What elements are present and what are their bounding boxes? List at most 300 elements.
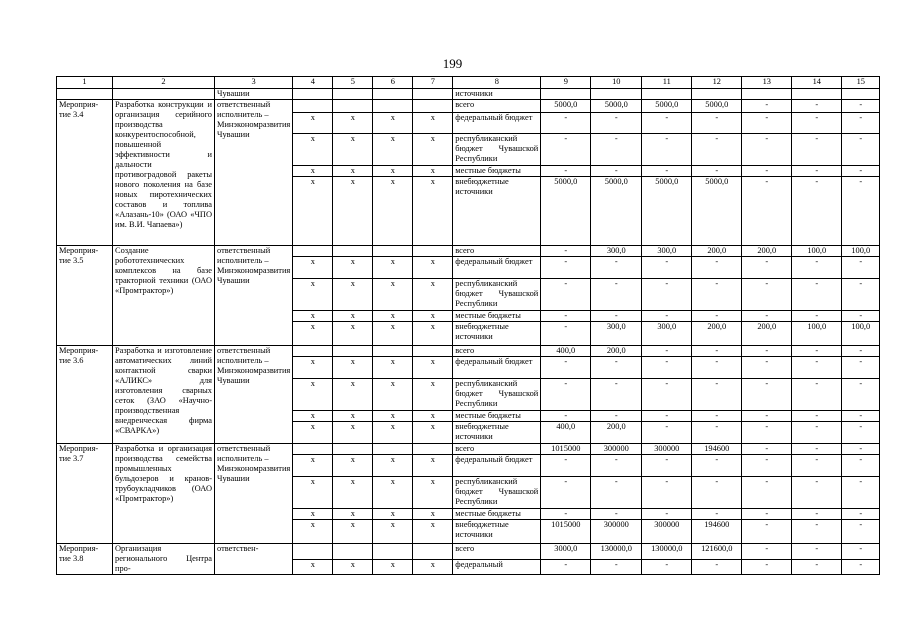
x-mark: x bbox=[293, 422, 333, 444]
funding-value: 300,0 bbox=[591, 322, 642, 346]
x-mark bbox=[293, 444, 333, 455]
funding-source: местные бюджеты bbox=[453, 411, 541, 422]
x-mark: x bbox=[333, 509, 373, 520]
x-mark: x bbox=[373, 455, 413, 477]
column-header: 15 bbox=[842, 77, 880, 89]
funding-value: - bbox=[642, 411, 692, 422]
x-mark: x bbox=[333, 411, 373, 422]
measure-row bbox=[57, 346, 880, 357]
funding-value: - bbox=[792, 455, 842, 477]
funding-value: - bbox=[792, 544, 842, 560]
funding-value: 200,0 bbox=[591, 346, 642, 357]
x-cell bbox=[293, 89, 333, 100]
x-mark bbox=[373, 100, 413, 113]
x-mark: x bbox=[293, 509, 333, 520]
funding-value: - bbox=[742, 379, 792, 411]
funding-value: - bbox=[842, 455, 880, 477]
x-mark: x bbox=[413, 279, 453, 311]
x-mark: x bbox=[413, 113, 453, 134]
x-mark: x bbox=[333, 559, 373, 575]
value-cell bbox=[742, 89, 792, 100]
funding-value: - bbox=[692, 422, 742, 444]
funding-value: - bbox=[642, 346, 692, 357]
funding-value: - bbox=[842, 346, 880, 357]
funding-value: - bbox=[692, 357, 742, 379]
x-mark: x bbox=[333, 455, 373, 477]
measure-row bbox=[57, 544, 880, 560]
funding-value: - bbox=[591, 477, 642, 509]
x-cell bbox=[413, 89, 453, 100]
funding-value: - bbox=[792, 311, 842, 322]
funding-value: 100,0 bbox=[842, 322, 880, 346]
funding-value: - bbox=[692, 113, 742, 134]
x-mark bbox=[413, 544, 453, 560]
responsible-executor: ответственный исполнитель – Минэкономразвития Чувашии bbox=[215, 246, 293, 346]
x-mark: x bbox=[333, 477, 373, 509]
funding-value: - bbox=[692, 477, 742, 509]
x-mark: x bbox=[293, 357, 333, 379]
funding-value: - bbox=[642, 357, 692, 379]
column-header: 5 bbox=[333, 77, 373, 89]
funding-value: - bbox=[792, 477, 842, 509]
x-mark: x bbox=[413, 357, 453, 379]
funding-value: - bbox=[642, 559, 692, 575]
funding-value: - bbox=[792, 100, 842, 113]
value-cell bbox=[642, 89, 692, 100]
funding-source: внебюджетные источники bbox=[453, 422, 541, 444]
x-mark: x bbox=[373, 166, 413, 177]
funding-value: - bbox=[541, 509, 591, 520]
column-header: 3 bbox=[215, 77, 293, 89]
funding-value: - bbox=[842, 100, 880, 113]
measure-row bbox=[57, 100, 880, 113]
measure-id: Мероприя-тие 3.5 bbox=[57, 246, 113, 346]
funding-value: 194600 bbox=[692, 444, 742, 455]
x-mark: x bbox=[333, 357, 373, 379]
column-header: 4 bbox=[293, 77, 333, 89]
funding-value: 300,0 bbox=[642, 246, 692, 257]
x-mark: x bbox=[333, 113, 373, 134]
x-mark: x bbox=[413, 422, 453, 444]
value-cell bbox=[842, 89, 880, 100]
x-mark: x bbox=[373, 422, 413, 444]
column-header: 6 bbox=[373, 77, 413, 89]
measure-id: Мероприя-тие 3.4 bbox=[57, 100, 113, 246]
x-cell bbox=[333, 89, 373, 100]
funding-value: 130000,0 bbox=[591, 544, 642, 560]
x-mark: x bbox=[333, 134, 373, 166]
funding-value: - bbox=[842, 113, 880, 134]
funding-value: - bbox=[792, 113, 842, 134]
value-cell bbox=[591, 89, 642, 100]
funding-value: 200,0 bbox=[692, 246, 742, 257]
funding-source: внебюджетные источники bbox=[453, 322, 541, 346]
funding-value: - bbox=[692, 257, 742, 279]
funding-value: 5000,0 bbox=[541, 100, 591, 113]
funding-value: - bbox=[541, 477, 591, 509]
funding-value: - bbox=[541, 279, 591, 311]
funding-value: - bbox=[591, 311, 642, 322]
funding-value: - bbox=[842, 509, 880, 520]
funding-value: - bbox=[742, 100, 792, 113]
funding-value: - bbox=[541, 455, 591, 477]
funding-source: всего bbox=[453, 100, 541, 113]
funding-value: - bbox=[591, 455, 642, 477]
measure-description: Организация регионального Центра про- bbox=[113, 544, 215, 575]
x-mark: x bbox=[373, 379, 413, 411]
x-mark: x bbox=[293, 134, 333, 166]
funding-source: всего bbox=[453, 346, 541, 357]
funding-value: - bbox=[842, 411, 880, 422]
x-mark: x bbox=[373, 322, 413, 346]
x-mark bbox=[333, 346, 373, 357]
x-mark: x bbox=[333, 322, 373, 346]
responsible-executor: ответственный исполнитель – Минэкономразвития Чувашии bbox=[215, 444, 293, 544]
funding-value: - bbox=[792, 411, 842, 422]
funding-value: 5000,0 bbox=[541, 177, 591, 246]
funding-value: - bbox=[591, 411, 642, 422]
funding-value: - bbox=[792, 357, 842, 379]
funding-value: - bbox=[541, 411, 591, 422]
funding-value: - bbox=[692, 166, 742, 177]
x-mark: x bbox=[413, 520, 453, 544]
funding-value: - bbox=[591, 379, 642, 411]
x-mark: x bbox=[293, 411, 333, 422]
x-mark: x bbox=[293, 455, 333, 477]
funding-value: - bbox=[742, 134, 792, 166]
funding-value: - bbox=[642, 509, 692, 520]
funding-value: 200,0 bbox=[742, 246, 792, 257]
funding-value: 400,0 bbox=[541, 422, 591, 444]
funding-value: 300000 bbox=[591, 520, 642, 544]
funding-value: - bbox=[792, 134, 842, 166]
funding-value: 300000 bbox=[642, 520, 692, 544]
x-mark bbox=[293, 346, 333, 357]
funding-value: - bbox=[842, 444, 880, 455]
funding-value: - bbox=[591, 113, 642, 134]
measure-row bbox=[57, 246, 880, 257]
x-mark: x bbox=[293, 322, 333, 346]
x-mark bbox=[333, 544, 373, 560]
funding-value: 5000,0 bbox=[591, 100, 642, 113]
funding-value: - bbox=[842, 279, 880, 311]
x-mark: x bbox=[333, 257, 373, 279]
funding-source: республиканский бюджет Чувашской Республики bbox=[453, 379, 541, 411]
x-mark bbox=[373, 444, 413, 455]
funding-value: - bbox=[842, 134, 880, 166]
description-cell bbox=[113, 89, 215, 100]
x-mark bbox=[373, 246, 413, 257]
funding-value: - bbox=[541, 246, 591, 257]
x-mark bbox=[373, 346, 413, 357]
funding-value: 200,0 bbox=[591, 422, 642, 444]
x-mark: x bbox=[373, 113, 413, 134]
funding-value: - bbox=[692, 411, 742, 422]
funding-value: - bbox=[792, 279, 842, 311]
funding-value: - bbox=[842, 544, 880, 560]
funding-value: - bbox=[591, 257, 642, 279]
value-cell bbox=[792, 89, 842, 100]
column-header: 12 bbox=[692, 77, 742, 89]
funding-value: - bbox=[642, 279, 692, 311]
x-mark: x bbox=[333, 166, 373, 177]
x-mark bbox=[293, 544, 333, 560]
x-mark: x bbox=[333, 177, 373, 246]
funding-value: - bbox=[692, 346, 742, 357]
funding-value: - bbox=[642, 477, 692, 509]
funding-value: - bbox=[792, 422, 842, 444]
measure-id: Мероприя-тие 3.6 bbox=[57, 346, 113, 444]
funding-value: - bbox=[591, 166, 642, 177]
funding-value: 100,0 bbox=[842, 246, 880, 257]
measure-description: Разработка и изготовление автоматических линий контактной сварки «АЛИКС» для изготовления сварных сеток (ЗАО «Научно-производственная внедренческая фирма «СВАРКА») bbox=[113, 346, 215, 444]
funding-value: - bbox=[742, 544, 792, 560]
x-mark: x bbox=[413, 559, 453, 575]
funding-value: - bbox=[541, 357, 591, 379]
funding-value: - bbox=[742, 559, 792, 575]
funding-source: местные бюджеты bbox=[453, 311, 541, 322]
x-mark: x bbox=[293, 279, 333, 311]
funding-value: - bbox=[792, 257, 842, 279]
x-mark bbox=[373, 544, 413, 560]
funding-value: 5000,0 bbox=[692, 177, 742, 246]
x-mark: x bbox=[413, 166, 453, 177]
x-mark: x bbox=[373, 257, 413, 279]
x-mark: x bbox=[413, 311, 453, 322]
funding-value: - bbox=[742, 477, 792, 509]
measure-description: Разработка и организация производства семейства промышленных бульдозеров и кранов-трубоукладчиков (ОАО «Промтрактор») bbox=[113, 444, 215, 544]
funding-value: - bbox=[842, 311, 880, 322]
column-header: 14 bbox=[792, 77, 842, 89]
funding-source: всего bbox=[453, 544, 541, 560]
x-mark: x bbox=[373, 357, 413, 379]
value-cell bbox=[541, 89, 591, 100]
funding-value: - bbox=[591, 509, 642, 520]
x-mark: x bbox=[373, 559, 413, 575]
funding-value: - bbox=[591, 357, 642, 379]
x-mark bbox=[333, 444, 373, 455]
x-mark: x bbox=[293, 559, 333, 575]
page-number: 199 bbox=[442, 56, 463, 71]
measure-row bbox=[57, 444, 880, 455]
column-header: 8 bbox=[453, 77, 541, 89]
responsible-cell: Чувашии bbox=[215, 89, 293, 100]
funding-value: - bbox=[642, 134, 692, 166]
funding-source: федеральный бюджет bbox=[453, 257, 541, 279]
funding-value: - bbox=[842, 559, 880, 575]
continuation-row bbox=[57, 89, 880, 100]
x-mark bbox=[333, 100, 373, 113]
funding-source: местные бюджеты bbox=[453, 509, 541, 520]
funding-source: федеральный бюджет bbox=[453, 113, 541, 134]
x-mark: x bbox=[413, 177, 453, 246]
funding-value: - bbox=[742, 455, 792, 477]
funding-value: 1015000 bbox=[541, 444, 591, 455]
funding-value: - bbox=[792, 177, 842, 246]
funding-value: - bbox=[742, 311, 792, 322]
x-mark: x bbox=[293, 177, 333, 246]
measure-description: Создание робототехнических комплексов на базе тракторной техники (ОАО «Промтрактор») bbox=[113, 246, 215, 346]
funding-value: 300000 bbox=[642, 444, 692, 455]
column-header: 2 bbox=[113, 77, 215, 89]
funding-value: - bbox=[742, 177, 792, 246]
x-mark: x bbox=[293, 311, 333, 322]
measure-id-cell bbox=[57, 89, 113, 100]
x-mark: x bbox=[373, 279, 413, 311]
x-mark: x bbox=[413, 477, 453, 509]
funding-source: федеральный бюджет bbox=[453, 357, 541, 379]
column-header: 11 bbox=[642, 77, 692, 89]
x-mark: x bbox=[333, 279, 373, 311]
x-mark bbox=[293, 100, 333, 113]
x-mark bbox=[293, 246, 333, 257]
funding-value: - bbox=[591, 134, 642, 166]
column-header: 9 bbox=[541, 77, 591, 89]
funding-source: республиканский бюджет Чувашской Республики bbox=[453, 477, 541, 509]
funding-value: - bbox=[541, 379, 591, 411]
funding-value: - bbox=[742, 422, 792, 444]
funding-source: внебюджетные источники bbox=[453, 177, 541, 246]
funding-value: - bbox=[742, 444, 792, 455]
x-mark: x bbox=[373, 311, 413, 322]
funding-value: - bbox=[842, 357, 880, 379]
x-mark: x bbox=[293, 379, 333, 411]
funding-value: - bbox=[642, 455, 692, 477]
x-mark: x bbox=[293, 166, 333, 177]
x-mark bbox=[413, 246, 453, 257]
funding-source: республиканский бюджет Чувашской Республики bbox=[453, 279, 541, 311]
funding-value: - bbox=[792, 520, 842, 544]
x-mark: x bbox=[333, 520, 373, 544]
x-mark bbox=[413, 346, 453, 357]
funding-value: 5000,0 bbox=[591, 177, 642, 246]
funding-value: - bbox=[742, 357, 792, 379]
x-mark: x bbox=[413, 411, 453, 422]
x-mark: x bbox=[373, 134, 413, 166]
funding-value: - bbox=[541, 322, 591, 346]
funding-value: - bbox=[642, 113, 692, 134]
x-mark: x bbox=[333, 311, 373, 322]
x-mark: x bbox=[293, 113, 333, 134]
funding-value: - bbox=[792, 444, 842, 455]
funding-value: - bbox=[541, 166, 591, 177]
funding-value: 300,0 bbox=[591, 246, 642, 257]
x-mark: x bbox=[293, 520, 333, 544]
funding-value: 5000,0 bbox=[692, 100, 742, 113]
funding-value: - bbox=[842, 477, 880, 509]
funding-value: 100,0 bbox=[792, 322, 842, 346]
funding-value: - bbox=[541, 559, 591, 575]
responsible-executor: ответственный исполнитель – Минэкономразвития Чувашии bbox=[215, 346, 293, 444]
funding-value: - bbox=[842, 520, 880, 544]
funding-source: федеральный bbox=[453, 559, 541, 575]
funding-value: 300000 bbox=[591, 444, 642, 455]
responsible-executor: ответствен- bbox=[215, 544, 293, 575]
source-cell: источники bbox=[453, 89, 541, 100]
funding-value: 130000,0 bbox=[642, 544, 692, 560]
funding-source: федеральный бюджет bbox=[453, 455, 541, 477]
funding-source: внебюджетные источники bbox=[453, 520, 541, 544]
funding-value: 1015000 bbox=[541, 520, 591, 544]
column-header: 10 bbox=[591, 77, 642, 89]
x-mark: x bbox=[413, 257, 453, 279]
funding-value: 200,0 bbox=[742, 322, 792, 346]
funding-value: - bbox=[541, 311, 591, 322]
funding-value: - bbox=[541, 134, 591, 166]
funding-value: - bbox=[742, 279, 792, 311]
x-mark bbox=[333, 246, 373, 257]
x-mark: x bbox=[333, 379, 373, 411]
funding-value: - bbox=[692, 279, 742, 311]
funding-value: - bbox=[642, 379, 692, 411]
funding-value: - bbox=[692, 509, 742, 520]
x-mark: x bbox=[413, 322, 453, 346]
budget-table bbox=[56, 76, 880, 575]
funding-value: - bbox=[742, 166, 792, 177]
funding-value: 100,0 bbox=[792, 246, 842, 257]
funding-value: 5000,0 bbox=[642, 100, 692, 113]
x-mark: x bbox=[293, 477, 333, 509]
x-mark: x bbox=[373, 411, 413, 422]
measure-id: Мероприя-тие 3.8 bbox=[57, 544, 113, 575]
funding-source: всего bbox=[453, 246, 541, 257]
x-mark: x bbox=[373, 520, 413, 544]
funding-value: - bbox=[642, 166, 692, 177]
x-cell bbox=[373, 89, 413, 100]
x-mark: x bbox=[293, 257, 333, 279]
column-header: 13 bbox=[742, 77, 792, 89]
x-mark: x bbox=[413, 379, 453, 411]
x-mark: x bbox=[373, 477, 413, 509]
x-mark: x bbox=[413, 455, 453, 477]
funding-value: - bbox=[792, 379, 842, 411]
funding-value: - bbox=[642, 422, 692, 444]
funding-value: - bbox=[692, 455, 742, 477]
measure-description: Разработка конструкции и организация серийного производства конкурентоспособной, повышенной эффективности и дальности противоградовой ракеты нового поколения на базе новых пиротехнических составов и топлива «Алазань-10» (ОАО «ЧПО им. В.И. Чапаева») bbox=[113, 100, 215, 246]
funding-value: - bbox=[842, 422, 880, 444]
funding-value: 5000,0 bbox=[642, 177, 692, 246]
funding-source: республиканский бюджет Чувашской Республики bbox=[453, 134, 541, 166]
funding-value: - bbox=[642, 311, 692, 322]
funding-source: местные бюджеты bbox=[453, 166, 541, 177]
funding-value: 121600,0 bbox=[692, 544, 742, 560]
x-mark: x bbox=[333, 422, 373, 444]
x-mark bbox=[413, 100, 453, 113]
funding-value: - bbox=[541, 257, 591, 279]
funding-value: - bbox=[742, 113, 792, 134]
funding-value: - bbox=[842, 257, 880, 279]
funding-value: - bbox=[842, 177, 880, 246]
funding-value: - bbox=[591, 559, 642, 575]
funding-value: 194600 bbox=[692, 520, 742, 544]
responsible-executor: ответственный исполнитель – Минэкономразвития Чувашии bbox=[215, 100, 293, 246]
funding-value: - bbox=[692, 311, 742, 322]
measure-id: Мероприя-тие 3.7 bbox=[57, 444, 113, 544]
funding-value: - bbox=[842, 166, 880, 177]
funding-value: - bbox=[541, 113, 591, 134]
funding-value: 400,0 bbox=[541, 346, 591, 357]
funding-value: 200,0 bbox=[692, 322, 742, 346]
funding-value: - bbox=[742, 411, 792, 422]
funding-value: 300,0 bbox=[642, 322, 692, 346]
funding-value: 3000,0 bbox=[541, 544, 591, 560]
funding-value: - bbox=[842, 379, 880, 411]
funding-value: - bbox=[792, 559, 842, 575]
value-cell bbox=[692, 89, 742, 100]
funding-source: всего bbox=[453, 444, 541, 455]
funding-value: - bbox=[742, 520, 792, 544]
x-mark: x bbox=[413, 134, 453, 166]
